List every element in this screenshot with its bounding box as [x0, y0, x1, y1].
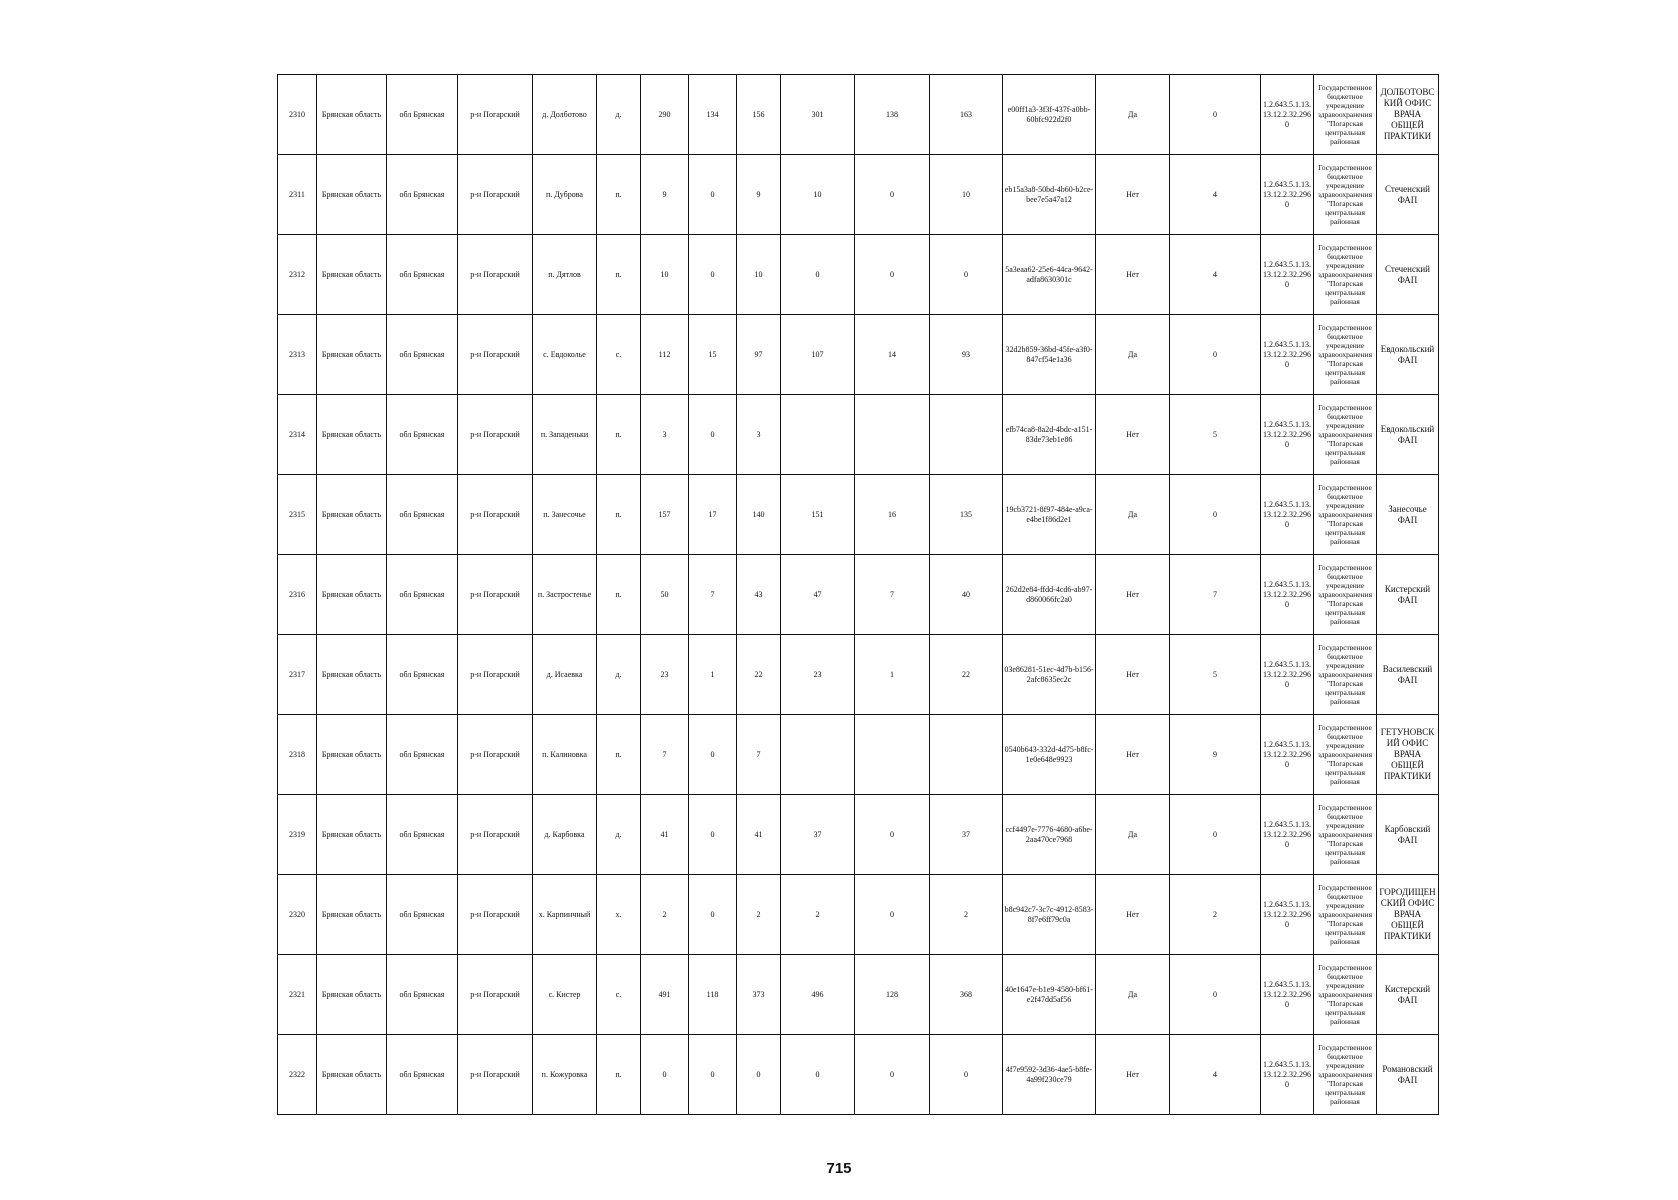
- cell-organization: Государственное бюджетное учреждение здравоохранения "Погарская центральная районная: [1314, 395, 1377, 475]
- cell-type: х.: [597, 875, 641, 955]
- table-row: [278, 555, 1439, 635]
- cell-count-3: 301: [781, 75, 855, 155]
- cell-type: с.: [597, 315, 641, 395]
- cell-count-2: 22: [737, 635, 781, 715]
- cell-locality: д. Долботово: [533, 75, 597, 155]
- cell-count-1: 0: [689, 875, 737, 955]
- cell-total: 23: [641, 635, 689, 715]
- cell-distance: 7: [1170, 555, 1261, 635]
- table-row: [278, 475, 1439, 555]
- cell-guid: 4f7e9592-3d36-4ae5-b8fe-4a99f230ce79: [1003, 1035, 1096, 1115]
- cell-flag: Да: [1096, 955, 1170, 1035]
- cell-code: 1.2.643.5.1.13.13.12.2.32.2960: [1261, 875, 1314, 955]
- cell-office: Евдокольский ФАП: [1377, 315, 1439, 395]
- cell-oblast: обл Брянская: [387, 155, 458, 235]
- cell-organization: Государственное бюджетное учреждение здравоохранения "Погарская центральная районная: [1314, 555, 1377, 635]
- cell-district: р-н Погарский: [458, 475, 533, 555]
- cell-code: 1.2.643.5.1.13.13.12.2.32.2960: [1261, 235, 1314, 315]
- cell-distance: 0: [1170, 75, 1261, 155]
- cell-office: Карбовский ФАП: [1377, 795, 1439, 875]
- cell-region: Брянская область: [317, 635, 387, 715]
- cell-distance: 5: [1170, 395, 1261, 475]
- cell-count-3: 47: [781, 555, 855, 635]
- cell-organization: Государственное бюджетное учреждение здравоохранения "Погарская центральная районная: [1314, 795, 1377, 875]
- cell-region: Брянская область: [317, 955, 387, 1035]
- cell-district: р-н Погарский: [458, 315, 533, 395]
- cell-district: р-н Погарский: [458, 795, 533, 875]
- cell-distance: 4: [1170, 155, 1261, 235]
- cell-count-3: 10: [781, 155, 855, 235]
- cell-organization: Государственное бюджетное учреждение здравоохранения "Погарская центральная районная: [1314, 475, 1377, 555]
- cell-guid: 262d2e84-ffdd-4cd6-ab97-d860066fc2a0: [1003, 555, 1096, 635]
- cell-total: 7: [641, 715, 689, 795]
- cell-id: 2322: [278, 1035, 317, 1115]
- table-row: [278, 315, 1439, 395]
- cell-count-4: 0: [855, 875, 930, 955]
- cell-total: 157: [641, 475, 689, 555]
- cell-code: 1.2.643.5.1.13.13.12.2.32.2960: [1261, 1035, 1314, 1115]
- cell-oblast: обл Брянская: [387, 315, 458, 395]
- cell-office: Романовский ФАП: [1377, 1035, 1439, 1115]
- cell-code: 1.2.643.5.1.13.13.12.2.32.2960: [1261, 555, 1314, 635]
- cell-count-5: 368: [930, 955, 1003, 1035]
- cell-count-3: 107: [781, 315, 855, 395]
- cell-type: п.: [597, 235, 641, 315]
- cell-distance: 5: [1170, 635, 1261, 715]
- cell-oblast: обл Брянская: [387, 395, 458, 475]
- cell-total: 50: [641, 555, 689, 635]
- cell-locality: с. Евдоколье: [533, 315, 597, 395]
- cell-count-3: [781, 715, 855, 795]
- cell-count-1: 0: [689, 155, 737, 235]
- cell-flag: Нет: [1096, 715, 1170, 795]
- cell-count-5: 0: [930, 235, 1003, 315]
- cell-count-2: 9: [737, 155, 781, 235]
- cell-organization: Государственное бюджетное учреждение здравоохранения "Погарская центральная районная: [1314, 75, 1377, 155]
- cell-type: п.: [597, 395, 641, 475]
- cell-oblast: обл Брянская: [387, 875, 458, 955]
- cell-id: 2315: [278, 475, 317, 555]
- cell-guid: 19cb3721-8f97-484e-a9ca-e4be1f86d2e1: [1003, 475, 1096, 555]
- cell-total: 290: [641, 75, 689, 155]
- cell-count-5: [930, 715, 1003, 795]
- cell-guid: 03e86281-51ec-4d7b-b156-2afc8635ec2c: [1003, 635, 1096, 715]
- cell-guid: 32d2b859-36bd-45fe-a3f0-847cf54e1a36: [1003, 315, 1096, 395]
- cell-office: Кистерский ФАП: [1377, 955, 1439, 1035]
- cell-total: 0: [641, 1035, 689, 1115]
- cell-region: Брянская область: [317, 395, 387, 475]
- cell-count-1: 7: [689, 555, 737, 635]
- cell-oblast: обл Брянская: [387, 795, 458, 875]
- cell-district: р-н Погарский: [458, 555, 533, 635]
- cell-id: 2318: [278, 715, 317, 795]
- cell-distance: 4: [1170, 1035, 1261, 1115]
- table-row: [278, 635, 1439, 715]
- cell-count-5: 40: [930, 555, 1003, 635]
- cell-count-1: 134: [689, 75, 737, 155]
- cell-type: д.: [597, 795, 641, 875]
- cell-total: 3: [641, 395, 689, 475]
- cell-region: Брянская область: [317, 75, 387, 155]
- cell-flag: Нет: [1096, 1035, 1170, 1115]
- cell-id: 2321: [278, 955, 317, 1035]
- cell-code: 1.2.643.5.1.13.13.12.2.32.2960: [1261, 155, 1314, 235]
- cell-district: р-н Погарский: [458, 1035, 533, 1115]
- cell-guid: 0540b643-332d-4d75-b8fc-1e0e648e9923: [1003, 715, 1096, 795]
- cell-count-4: 1: [855, 635, 930, 715]
- cell-count-4: 0: [855, 1035, 930, 1115]
- cell-code: 1.2.643.5.1.13.13.12.2.32.2960: [1261, 955, 1314, 1035]
- cell-count-1: 15: [689, 315, 737, 395]
- table-row: [278, 395, 1439, 475]
- cell-count-2: 97: [737, 315, 781, 395]
- cell-code: 1.2.643.5.1.13.13.12.2.32.2960: [1261, 475, 1314, 555]
- cell-id: 2313: [278, 315, 317, 395]
- cell-id: 2312: [278, 235, 317, 315]
- cell-district: р-н Погарский: [458, 635, 533, 715]
- cell-district: р-н Погарский: [458, 715, 533, 795]
- cell-count-4: [855, 715, 930, 795]
- cell-id: 2310: [278, 75, 317, 155]
- cell-flag: Нет: [1096, 635, 1170, 715]
- cell-district: р-н Погарский: [458, 235, 533, 315]
- cell-count-2: 3: [737, 395, 781, 475]
- cell-region: Брянская область: [317, 875, 387, 955]
- cell-total: 2: [641, 875, 689, 955]
- cell-locality: п. Калиновка: [533, 715, 597, 795]
- cell-count-4: 16: [855, 475, 930, 555]
- cell-count-4: 0: [855, 795, 930, 875]
- cell-region: Брянская область: [317, 795, 387, 875]
- cell-organization: Государственное бюджетное учреждение здравоохранения "Погарская центральная районная: [1314, 635, 1377, 715]
- cell-code: 1.2.643.5.1.13.13.12.2.32.2960: [1261, 75, 1314, 155]
- cell-count-5: 22: [930, 635, 1003, 715]
- cell-count-4: [855, 395, 930, 475]
- cell-count-2: 7: [737, 715, 781, 795]
- cell-count-3: 151: [781, 475, 855, 555]
- cell-count-4: 0: [855, 155, 930, 235]
- cell-type: д.: [597, 75, 641, 155]
- cell-count-4: 128: [855, 955, 930, 1035]
- cell-district: р-н Погарский: [458, 75, 533, 155]
- cell-office: Стеченский ФАП: [1377, 235, 1439, 315]
- page-number: 715: [826, 1160, 852, 1177]
- cell-organization: Государственное бюджетное учреждение здравоохранения "Погарская центральная районная: [1314, 1035, 1377, 1115]
- cell-distance: 9: [1170, 715, 1261, 795]
- cell-distance: 0: [1170, 795, 1261, 875]
- cell-count-2: 10: [737, 235, 781, 315]
- cell-locality: п. Застростенье: [533, 555, 597, 635]
- table-row: [278, 75, 1439, 155]
- cell-oblast: обл Брянская: [387, 555, 458, 635]
- cell-organization: Государственное бюджетное учреждение здравоохранения "Погарская центральная районная: [1314, 315, 1377, 395]
- cell-count-4: 0: [855, 235, 930, 315]
- cell-count-1: 0: [689, 395, 737, 475]
- cell-total: 41: [641, 795, 689, 875]
- table-row: [278, 875, 1439, 955]
- cell-count-2: 43: [737, 555, 781, 635]
- cell-count-3: 0: [781, 1035, 855, 1115]
- cell-count-1: 0: [689, 235, 737, 315]
- cell-count-5: 10: [930, 155, 1003, 235]
- cell-office: Стеченский ФАП: [1377, 155, 1439, 235]
- cell-count-5: 0: [930, 1035, 1003, 1115]
- cell-organization: Государственное бюджетное учреждение здравоохранения "Погарская центральная районная: [1314, 875, 1377, 955]
- cell-region: Брянская область: [317, 235, 387, 315]
- cell-flag: Нет: [1096, 555, 1170, 635]
- cell-count-1: 1: [689, 635, 737, 715]
- cell-guid: eb15a3a8-50bd-4b60-b2ce-bee7e5a47a12: [1003, 155, 1096, 235]
- cell-distance: 0: [1170, 315, 1261, 395]
- cell-oblast: обл Брянская: [387, 635, 458, 715]
- cell-type: п.: [597, 1035, 641, 1115]
- cell-count-1: 0: [689, 795, 737, 875]
- cell-region: Брянская область: [317, 555, 387, 635]
- cell-id: 2316: [278, 555, 317, 635]
- cell-office: Кистерский ФАП: [1377, 555, 1439, 635]
- cell-type: п.: [597, 555, 641, 635]
- cell-district: р-н Погарский: [458, 155, 533, 235]
- cell-flag: Да: [1096, 475, 1170, 555]
- cell-office: ДОЛБОТОВСКИЙ ОФИС ВРАЧА ОБЩЕЙ ПРАКТИКИ: [1377, 75, 1439, 155]
- cell-count-3: 0: [781, 235, 855, 315]
- cell-total: 9: [641, 155, 689, 235]
- cell-count-5: 37: [930, 795, 1003, 875]
- cell-total: 10: [641, 235, 689, 315]
- table-row: [278, 715, 1439, 795]
- cell-count-1: 17: [689, 475, 737, 555]
- cell-count-3: [781, 395, 855, 475]
- cell-count-5: 163: [930, 75, 1003, 155]
- cell-organization: Государственное бюджетное учреждение здравоохранения "Погарская центральная районная: [1314, 955, 1377, 1035]
- cell-type: с.: [597, 955, 641, 1035]
- cell-distance: 2: [1170, 875, 1261, 955]
- cell-guid: 5a3eaa62-25e6-44ca-9642-adfa8630301c: [1003, 235, 1096, 315]
- cell-count-3: 2: [781, 875, 855, 955]
- cell-locality: п. Дятлов: [533, 235, 597, 315]
- cell-office: ГЕТУНОВСКИЙ ОФИС ВРАЧА ОБЩЕЙ ПРАКТИКИ: [1377, 715, 1439, 795]
- cell-oblast: обл Брянская: [387, 235, 458, 315]
- cell-flag: Нет: [1096, 875, 1170, 955]
- cell-flag: Да: [1096, 75, 1170, 155]
- cell-id: 2317: [278, 635, 317, 715]
- cell-office: Василевский ФАП: [1377, 635, 1439, 715]
- table-row: [278, 155, 1439, 235]
- settlements-table: [277, 74, 1439, 1115]
- cell-count-2: 41: [737, 795, 781, 875]
- cell-count-5: 135: [930, 475, 1003, 555]
- cell-region: Брянская область: [317, 715, 387, 795]
- cell-locality: д. Исаевка: [533, 635, 597, 715]
- cell-region: Брянская область: [317, 475, 387, 555]
- cell-count-3: 496: [781, 955, 855, 1035]
- table-row: [278, 235, 1439, 315]
- cell-code: 1.2.643.5.1.13.13.12.2.32.2960: [1261, 715, 1314, 795]
- cell-flag: Нет: [1096, 395, 1170, 475]
- cell-total: 112: [641, 315, 689, 395]
- cell-oblast: обл Брянская: [387, 475, 458, 555]
- cell-flag: Да: [1096, 795, 1170, 875]
- cell-count-1: 118: [689, 955, 737, 1035]
- cell-id: 2319: [278, 795, 317, 875]
- cell-count-2: 0: [737, 1035, 781, 1115]
- cell-count-2: 140: [737, 475, 781, 555]
- cell-oblast: обл Брянская: [387, 955, 458, 1035]
- cell-guid: e00ff1a3-3f3f-437f-a0bb-60bfc922d2f0: [1003, 75, 1096, 155]
- cell-count-4: 14: [855, 315, 930, 395]
- cell-type: п.: [597, 715, 641, 795]
- cell-type: п.: [597, 475, 641, 555]
- cell-count-3: 37: [781, 795, 855, 875]
- table-row: [278, 955, 1439, 1035]
- cell-district: р-н Погарский: [458, 955, 533, 1035]
- cell-id: 2311: [278, 155, 317, 235]
- cell-district: р-н Погарский: [458, 875, 533, 955]
- cell-count-3: 23: [781, 635, 855, 715]
- cell-count-1: 0: [689, 715, 737, 795]
- cell-flag: Нет: [1096, 155, 1170, 235]
- cell-type: п.: [597, 155, 641, 235]
- cell-locality: п. Кожуровка: [533, 1035, 597, 1115]
- cell-code: 1.2.643.5.1.13.13.12.2.32.2960: [1261, 635, 1314, 715]
- cell-oblast: обл Брянская: [387, 75, 458, 155]
- cell-type: д.: [597, 635, 641, 715]
- cell-office: Евдокольский ФАП: [1377, 395, 1439, 475]
- cell-district: р-н Погарский: [458, 395, 533, 475]
- cell-oblast: обл Брянская: [387, 1035, 458, 1115]
- cell-count-4: 7: [855, 555, 930, 635]
- cell-guid: efb74ca8-8a2d-4bdc-a151-83de73eb1e86: [1003, 395, 1096, 475]
- cell-count-5: 2: [930, 875, 1003, 955]
- cell-id: 2320: [278, 875, 317, 955]
- cell-id: 2314: [278, 395, 317, 475]
- cell-count-1: 0: [689, 1035, 737, 1115]
- cell-region: Брянская область: [317, 155, 387, 235]
- table-row: [278, 1035, 1439, 1115]
- cell-flag: Нет: [1096, 235, 1170, 315]
- cell-organization: Государственное бюджетное учреждение здравоохранения "Погарская центральная районная: [1314, 235, 1377, 315]
- table-body: [278, 75, 1439, 1115]
- cell-office: ГОРОДИЩЕНСКИЙ ОФИС ВРАЧА ОБЩЕЙ ПРАКТИКИ: [1377, 875, 1439, 955]
- cell-organization: Государственное бюджетное учреждение здравоохранения "Погарская центральная районная: [1314, 715, 1377, 795]
- cell-locality: х. Карпинчный: [533, 875, 597, 955]
- cell-count-2: 2: [737, 875, 781, 955]
- cell-region: Брянская область: [317, 315, 387, 395]
- cell-distance: 0: [1170, 475, 1261, 555]
- cell-locality: с. Кистер: [533, 955, 597, 1035]
- cell-count-2: 156: [737, 75, 781, 155]
- cell-locality: п. Дуброва: [533, 155, 597, 235]
- cell-count-4: 138: [855, 75, 930, 155]
- cell-count-5: 93: [930, 315, 1003, 395]
- cell-code: 1.2.643.5.1.13.13.12.2.32.2960: [1261, 395, 1314, 475]
- cell-organization: Государственное бюджетное учреждение здравоохранения "Погарская центральная районная: [1314, 155, 1377, 235]
- cell-oblast: обл Брянская: [387, 715, 458, 795]
- cell-count-5: [930, 395, 1003, 475]
- cell-locality: п. Занесочье: [533, 475, 597, 555]
- table-row: [278, 795, 1439, 875]
- cell-distance: 0: [1170, 955, 1261, 1035]
- cell-distance: 4: [1170, 235, 1261, 315]
- cell-region: Брянская область: [317, 1035, 387, 1115]
- cell-guid: ccf4497e-7776-4680-a6be-2aa470ce7968: [1003, 795, 1096, 875]
- cell-locality: п. Западеньки: [533, 395, 597, 475]
- cell-count-2: 373: [737, 955, 781, 1035]
- cell-code: 1.2.643.5.1.13.13.12.2.32.2960: [1261, 795, 1314, 875]
- cell-code: 1.2.643.5.1.13.13.12.2.32.2960: [1261, 315, 1314, 395]
- cell-total: 491: [641, 955, 689, 1035]
- cell-flag: Да: [1096, 315, 1170, 395]
- cell-locality: д. Карбовка: [533, 795, 597, 875]
- cell-guid: b8c942c7-3c7c-4912-8583-8f7e6ff79c0a: [1003, 875, 1096, 955]
- cell-guid: 40e1647e-b1e9-4580-bf61-e2f47dd5af56: [1003, 955, 1096, 1035]
- cell-office: Занесочье ФАП: [1377, 475, 1439, 555]
